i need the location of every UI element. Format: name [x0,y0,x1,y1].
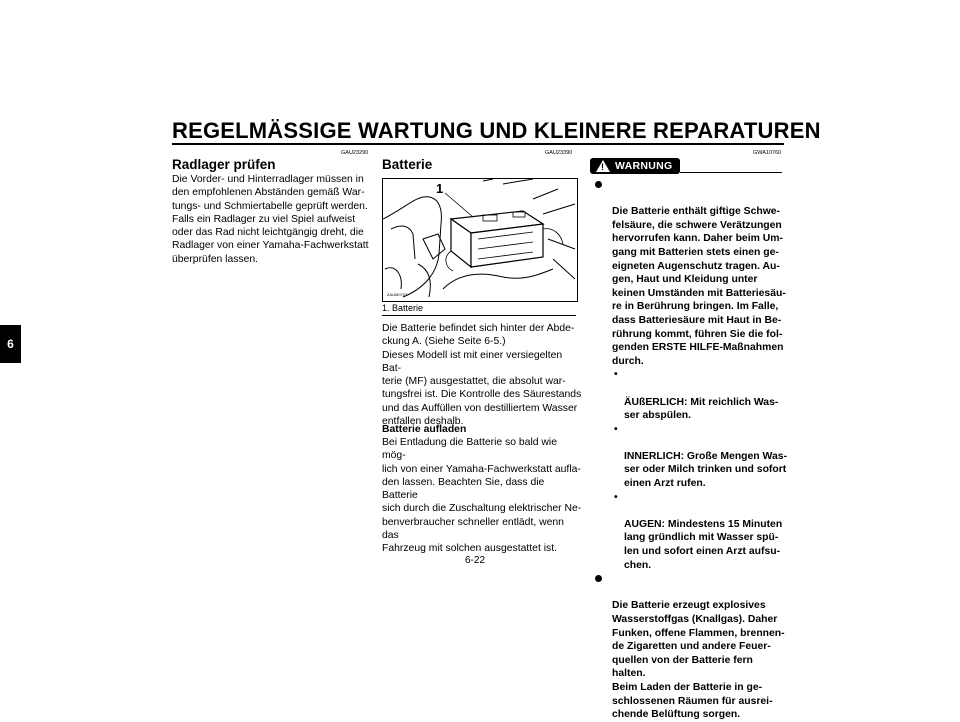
page-number: 6-22 [465,555,486,566]
warning-bullet [592,178,788,368]
title-rule [172,143,784,145]
radlager-text: Die Vorder- und Hinterradlager müssen in den empfohlenen Abständen gemäß War- tungs- und Schmiertabelle geprüft werden. Falls ein Radlager zu viel Spiel aufweist oder das Rad nicht leichtgängig dreht, die Radlager von einer Yamaha-Fachwerkstatt überprüfen lassen. [172,174,369,265]
page-title: REGELMÄSSIGE WARTUNG UND KLEINERE REPARATUREN [172,118,821,143]
section-code: GAU23390 [545,150,573,156]
sub-bullet-icon: • [614,369,618,381]
warning-code: GWA10760 [753,150,782,156]
bullet-icon [595,575,602,582]
warning-sub-item-text: INNERLICH: Große Mengen Was- ser oder Milch trinken und sofort einen Arzt rufen. [624,450,787,490]
sub-bullet-icon: • [614,491,618,503]
section-heading-batterie: Batterie [382,157,433,172]
section-code: GAU23290 [341,150,369,156]
caption-rule [382,315,576,316]
warning-rule [680,172,782,173]
warning-sub-item [592,491,788,573]
figure-caption: 1. Batterie [382,303,424,313]
batterie-aufladen-text: Bei Entladung die Batterie so bald wie mög- lich von einer Yamaha-Fachwerkstatt aufla- den lassen. Beachten Sie, dass die Batterie sich durch die Zuschaltung elektrischer Ne- benverbraucher schneller entlädt, wenn das Fahrzeug mit solchen ausgestattet ist. [382,437,582,555]
warning-sub-item-text: ÄUßERLICH: Mit reichlich Was- ser abspülen. [624,396,779,422]
battery-figure [382,178,578,302]
chapter-tab: 6 [0,325,21,363]
warning-content [592,178,788,722]
section-heading-radlager: Radlager prüfen [172,157,276,172]
warning-bullet [592,572,788,722]
battery-illustration [383,179,577,301]
warning-sub-item [592,368,788,422]
bullet-icon [595,181,602,188]
figure-code: ZAUM0707 [387,292,408,297]
warning-label: WARNUNG [615,160,673,172]
batterie-text: Die Batterie befindet sich hinter der Abde- ckung A. (Siehe Seite 6-5.) Dieses Modell ist mit einer versiegelten Bat- terie (MF) ausgestattet, die absolut war- tungsfrei ist. Die Kontrolle des Säurestands und das Auffüllen von destilliertem Wasser entfallen deshalb. [382,323,582,428]
warning-sub-item [592,423,788,491]
figure-callout-number: 1 [436,181,444,196]
warning-icon: ! [596,160,610,172]
sub-bullet-icon: • [614,423,618,435]
subheading-batterie-aufladen: Batterie aufladen [382,424,467,435]
warning-sub-item-text: AUGEN: Mindestens 15 Minuten lang gründlich mit Wasser spü- len und sofort einen Arzt aufsu- chen. [624,518,783,571]
warning-bullet-text: Die Batterie enthält giftige Schwe- felsäure, die schwere Verätzungen hervorrufen kann. Daher beim Um- gang mit Batterien stets einen ge- eigneten Augenschutz tragen. Au- gen, Haut und Kleidung unter keinen Umständen mit Batteriesäu- re in Berührung bringen. Im Falle, dass Batteriesäure mit Haut in Be- rührung kommt, führen Sie die fol- genden ERSTE HILFE-Maßnahmen durch. [612,206,786,367]
warning-badge [590,158,680,174]
warning-bullet-text: Die Batterie erzeugt explosives Wasserstoffgas (Knallgas). Daher Funken, offene Flammen, brennen- de Zigaretten und andere Feuer- quellen von der Batterie fern halten. Beim Laden der Batterie in ge- schlossenen Räumen für ausrei- chende Belüftung sorgen. [612,600,785,721]
